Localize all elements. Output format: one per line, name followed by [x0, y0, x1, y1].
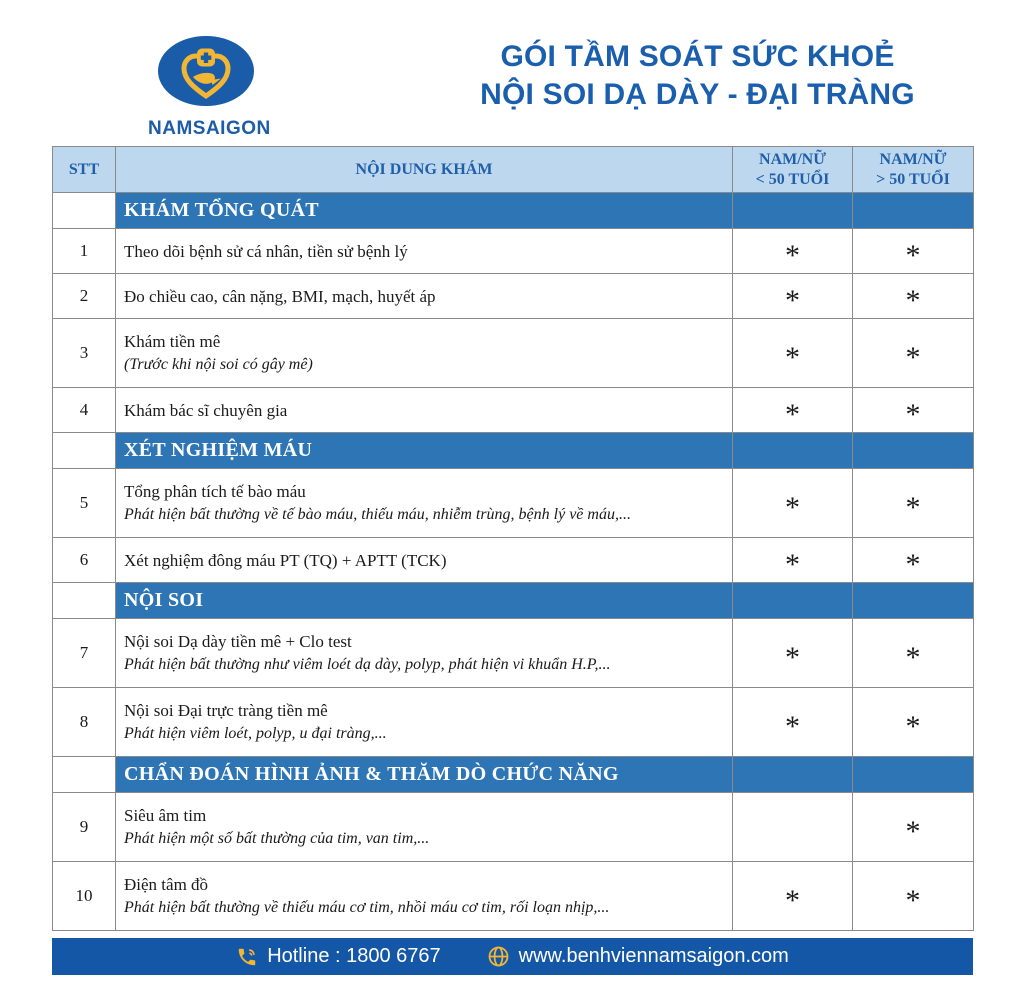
- section-title: KHÁM TỔNG QUÁT: [116, 193, 733, 229]
- footer-bar: [52, 938, 973, 975]
- section-stt-cell: [53, 193, 116, 229]
- exam-item-description: Phát hiện bất thường về tế bào máu, thiếu máu, nhiễm trùng, bệnh lý về máu,...: [124, 506, 631, 523]
- section-fill-cell: [853, 583, 974, 619]
- section-stt-cell: [53, 583, 116, 619]
- section-fill-cell: [853, 193, 974, 229]
- asterisk-mark: *: [785, 709, 800, 743]
- exam-item-name: Siêu âm tim: [124, 806, 207, 825]
- exam-item-cell: [116, 229, 733, 274]
- header-over50: NAM/NỮ > 50 TUỔI: [853, 147, 974, 193]
- table-row: [53, 274, 974, 319]
- asterisk-mark: *: [905, 397, 921, 431]
- asterisk-mark: *: [905, 283, 921, 317]
- row-number: 1: [53, 229, 116, 274]
- asterisk-mark: *: [785, 283, 800, 317]
- asterisk-mark: *: [785, 883, 800, 917]
- brand-name: NAMSAIGON: [148, 118, 271, 139]
- asterisk-mark: *: [905, 883, 921, 917]
- row-number: 3: [53, 319, 116, 388]
- exam-item-cell: [116, 688, 733, 757]
- exam-item-description: Phát hiện bất thường như viêm loét dạ dày, polyp, phát hiện vi khuẩn H.P,...: [124, 656, 611, 673]
- exam-item-name: Theo dõi bệnh sử cá nhân, tiền sử bệnh lý: [124, 241, 408, 261]
- exam-item-cell: [116, 274, 733, 319]
- row-number: 10: [53, 862, 116, 931]
- check-over50: [853, 619, 974, 688]
- exam-item-cell: [116, 469, 733, 538]
- row-number: 2: [53, 274, 116, 319]
- row-number: 5: [53, 469, 116, 538]
- check-over50: [853, 688, 974, 757]
- exam-item-name: Tổng phân tích tế bào máu: [124, 482, 306, 501]
- table-row: [53, 319, 974, 388]
- asterisk-mark: *: [785, 397, 800, 431]
- row-number: 6: [53, 538, 116, 583]
- table-body: [53, 193, 974, 931]
- heart-bird-logo-icon: [156, 34, 256, 110]
- website-item: [487, 945, 789, 968]
- asterisk-mark: *: [785, 340, 800, 374]
- asterisk-mark: *: [905, 340, 921, 374]
- hotline-text: Hotline : 1800 6767: [267, 945, 441, 967]
- check-under50: [733, 274, 853, 319]
- section-fill-cell: [853, 757, 974, 793]
- asterisk-mark: *: [785, 547, 800, 581]
- asterisk-mark: *: [785, 238, 800, 272]
- header-stt: STT: [53, 147, 116, 193]
- hotline-item: [236, 945, 440, 968]
- asterisk-mark: *: [785, 640, 800, 674]
- section-header-row: [53, 193, 974, 229]
- check-over50: [853, 388, 974, 433]
- table-row: [53, 538, 974, 583]
- section-fill-cell: [733, 757, 853, 793]
- exam-item-description: Phát hiện viêm loét, polyp, u đại tràng,...: [124, 725, 387, 742]
- asterisk-mark: *: [905, 238, 921, 272]
- section-header-row: [53, 433, 974, 469]
- table-row: [53, 469, 974, 538]
- asterisk-mark: *: [905, 547, 921, 581]
- section-fill-cell: [733, 433, 853, 469]
- check-under50: [733, 793, 853, 862]
- check-under50: [733, 229, 853, 274]
- website-text: www.benhviennamsaigon.com: [518, 945, 789, 967]
- section-fill-cell: [733, 193, 853, 229]
- phone-volume-icon: [236, 946, 258, 968]
- table-row: [53, 388, 974, 433]
- exam-item-description: Phát hiện bất thường về thiếu máu cơ tim, nhồi máu cơ tim, rối loạn nhịp,...: [124, 899, 610, 916]
- section-title: XÉT NGHIỆM MÁU: [116, 433, 733, 469]
- exam-item-cell: [116, 793, 733, 862]
- row-number: 9: [53, 793, 116, 862]
- asterisk-mark: *: [905, 490, 921, 524]
- check-over50: [853, 229, 974, 274]
- asterisk-mark: *: [905, 814, 921, 848]
- exam-item-name: Khám tiền mê: [124, 332, 221, 351]
- table-row: [53, 688, 974, 757]
- exam-item-name: Nội soi Dạ dày tiền mê + Clo test: [124, 632, 352, 651]
- section-header-row: [53, 757, 974, 793]
- globe-icon: [487, 945, 510, 968]
- exam-item-name: Khám bác sĩ chuyên gia: [124, 400, 288, 420]
- check-over50: [853, 319, 974, 388]
- header-content: NỘI DUNG KHÁM: [116, 147, 733, 193]
- check-under50: [733, 388, 853, 433]
- section-title: NỘI SOI: [116, 583, 733, 619]
- check-over50: [853, 793, 974, 862]
- exam-item-cell: [116, 862, 733, 931]
- asterisk-mark: *: [905, 640, 921, 674]
- check-over50: [853, 274, 974, 319]
- exam-item-cell: [116, 319, 733, 388]
- asterisk-mark: *: [785, 490, 800, 524]
- hospital-logo: [148, 34, 271, 140]
- check-under50: [733, 538, 853, 583]
- check-under50: [733, 862, 853, 931]
- exam-item-cell: [116, 388, 733, 433]
- section-stt-cell: [53, 433, 116, 469]
- table-row: [53, 229, 974, 274]
- check-over50: [853, 538, 974, 583]
- page-title: [440, 38, 955, 114]
- check-over50: [853, 862, 974, 931]
- exam-item-name: Đo chiều cao, cân nặng, BMI, mạch, huyết áp: [124, 286, 436, 306]
- exam-item-cell: [116, 619, 733, 688]
- section-fill-cell: [733, 583, 853, 619]
- table-row: [53, 793, 974, 862]
- section-fill-cell: [853, 433, 974, 469]
- table-row: [53, 619, 974, 688]
- row-number: 4: [53, 388, 116, 433]
- page-title-line2: NỘI SOI DẠ DÀY - ĐẠI TRÀNG: [480, 78, 915, 111]
- section-header-row: [53, 583, 974, 619]
- check-under50: [733, 319, 853, 388]
- screening-package-table: [52, 146, 974, 931]
- exam-item-name: Nội soi Đại trực tràng tiền mê: [124, 701, 328, 720]
- exam-item-name: Xét nghiệm đông máu PT (TQ) + APTT (TCK): [124, 550, 447, 570]
- header-under50: NAM/NỮ < 50 TUỔI: [733, 147, 853, 193]
- asterisk-mark: *: [905, 709, 921, 743]
- row-number: 7: [53, 619, 116, 688]
- check-under50: [733, 688, 853, 757]
- row-number: 8: [53, 688, 116, 757]
- table-row: [53, 862, 974, 931]
- section-title: CHẨN ĐOÁN HÌNH ẢNH & THĂM DÒ CHỨC NĂNG: [116, 757, 733, 793]
- page-title-line1: GÓI TẦM SOÁT SỨC KHOẺ: [500, 40, 895, 73]
- exam-item-description: Phát hiện một số bất thường của tim, van tim,...: [124, 830, 430, 847]
- check-under50: [733, 619, 853, 688]
- table-header-row: [53, 147, 974, 193]
- check-under50: [733, 469, 853, 538]
- exam-item-description: (Trước khi nội soi có gây mê): [124, 356, 313, 373]
- exam-item-name: Điện tâm đồ: [124, 875, 209, 894]
- exam-item-cell: [116, 538, 733, 583]
- check-over50: [853, 469, 974, 538]
- section-stt-cell: [53, 757, 116, 793]
